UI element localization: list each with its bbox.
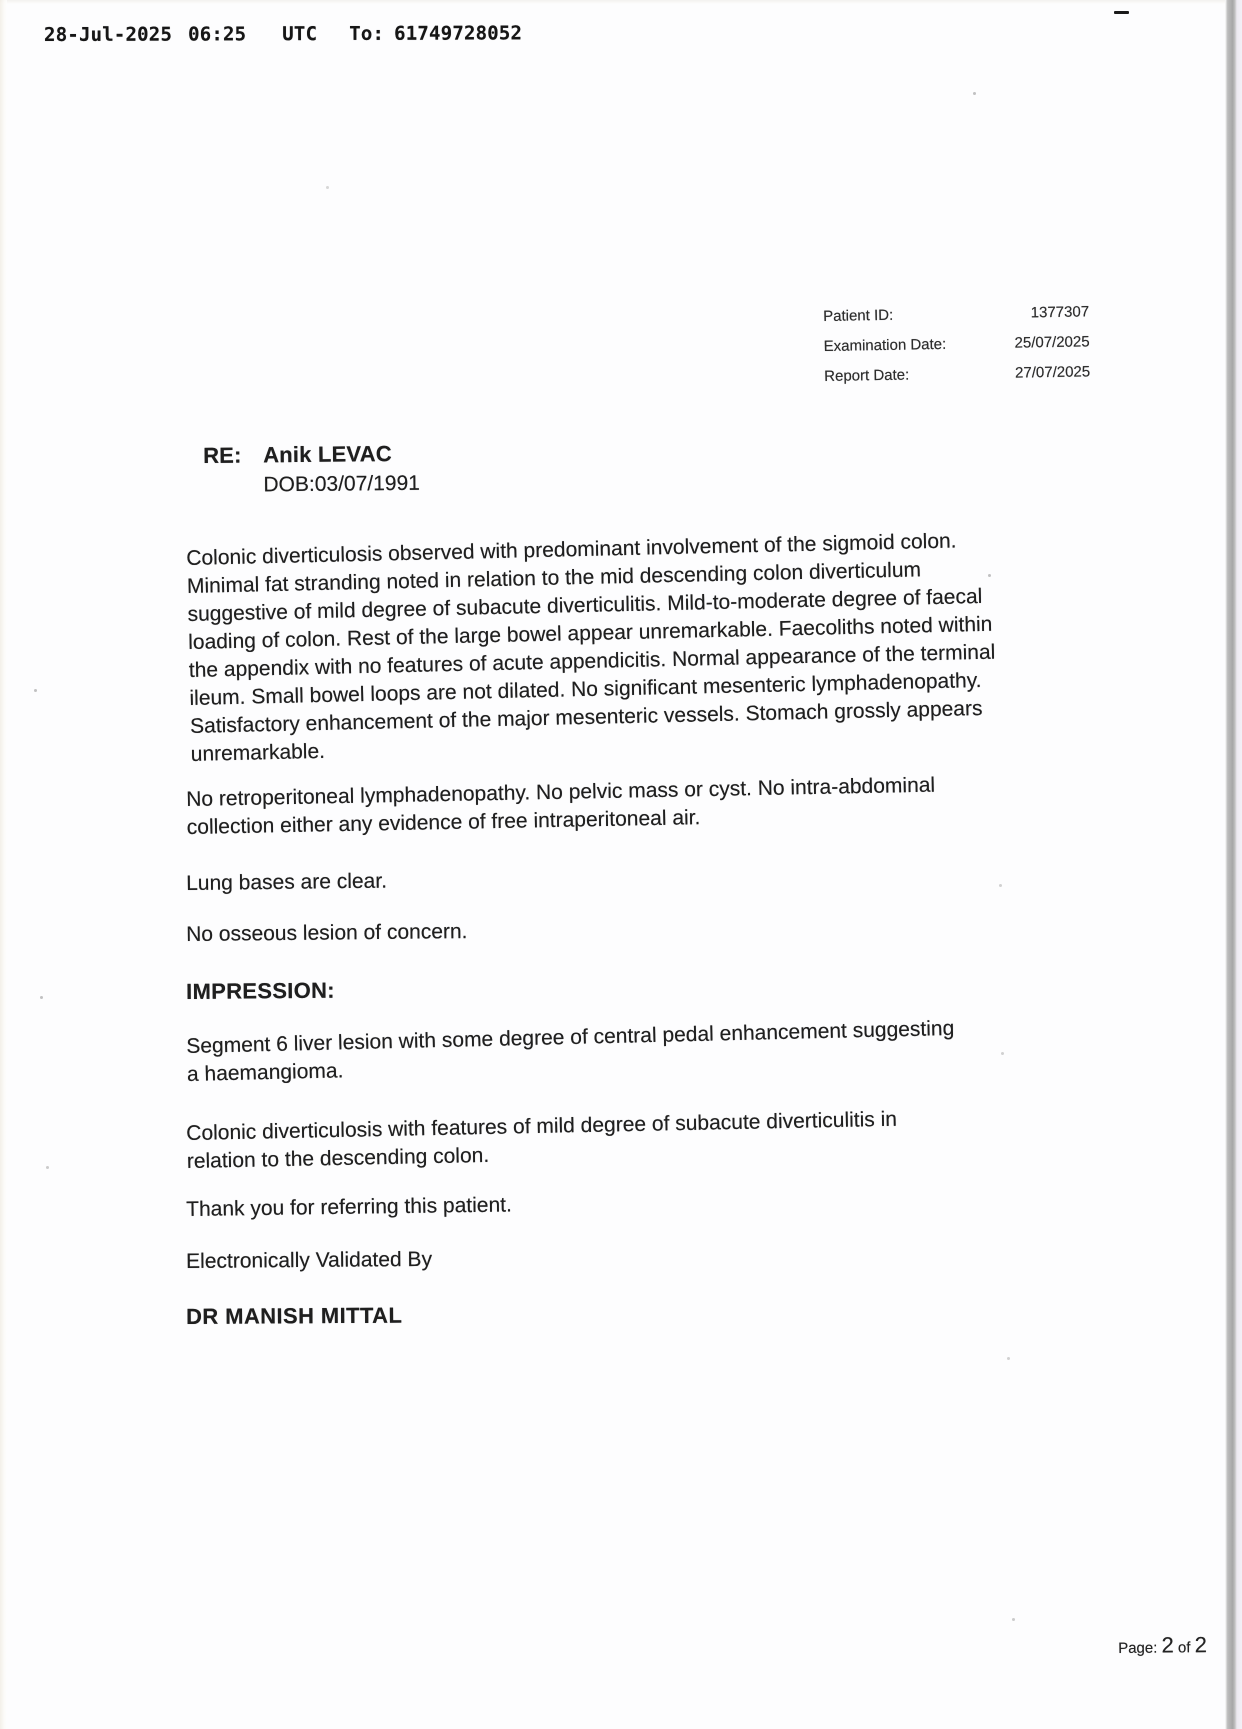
fax-time: 06:25 bbox=[188, 23, 247, 46]
lung-bases-line: Lung bases are clear. bbox=[186, 869, 388, 895]
scan-edge-top bbox=[0, 0, 1225, 4]
doctor-name: DR MANISH MITTAL bbox=[186, 1302, 403, 1329]
page-number: 2 bbox=[1161, 1632, 1174, 1658]
scan-speck bbox=[1001, 1052, 1004, 1055]
patient-id-value: 1377307 bbox=[1030, 303, 1090, 322]
report-date-row bbox=[824, 363, 1090, 385]
re-block bbox=[203, 441, 420, 498]
report-date-value: 27/07/2025 bbox=[1014, 363, 1091, 382]
scan-speck bbox=[999, 884, 1002, 887]
scan-speck bbox=[1007, 1357, 1010, 1360]
examination-date-row bbox=[824, 333, 1090, 355]
impression-item: Segment 6 liver lesion with some degree of central pedal enhancement suggesting a haemangioma. bbox=[186, 1016, 955, 1086]
closing-line: Thank you for referring this patient. bbox=[186, 1193, 512, 1221]
page-of-label: of bbox=[1177, 1639, 1191, 1657]
validation-line: Electronically Validated By bbox=[186, 1247, 433, 1273]
scan-speck bbox=[988, 574, 991, 577]
fax-header bbox=[44, 22, 522, 46]
examination-date-label: Examination Date: bbox=[823, 335, 947, 355]
fax-date: 28-Jul-2025 bbox=[44, 23, 173, 46]
fax-timezone: UTC bbox=[282, 23, 318, 46]
scan-edge-right bbox=[1225, 0, 1242, 1729]
page-label: Page: bbox=[1118, 1639, 1158, 1657]
page-total: 2 bbox=[1194, 1632, 1207, 1658]
patient-info-block bbox=[823, 303, 1091, 398]
impression-heading: IMPRESSION: bbox=[186, 977, 335, 1004]
findings-paragraph: No retroperitoneal lymphadenopathy. No pelvic mass or cyst. No intra-abdominal collection either any evidence of free intraperitoneal air. bbox=[186, 773, 936, 839]
scan-edge-left bbox=[0, 0, 7, 1729]
osseous-line: No osseous lesion of concern. bbox=[186, 920, 468, 946]
findings-paragraph: Colonic diverticulosis observed with predominant involvement of the sigmoid colon. Minimal fat stranding noted in relation to the mid descending colon diverticulum suggestive of mild degree of subacute diverticulitis. Mild-to-moderate degree of faecal loading of colon. Rest of the large bowel appear unremarkable. Faecoliths noted within the appendix with no features of acute appendicitis. Normal appearance of the terminal ileum. Small bowel loops are not dilated. No significant mesenteric lymphadenopathy. Satisfactory enhancement of the major mesenteric vessels. Stomach grossly appears unremarkable. bbox=[186, 529, 996, 766]
fax-to-label: To: bbox=[349, 22, 385, 45]
patient-name: Anik LEVAC bbox=[262, 441, 392, 468]
scan-speck bbox=[40, 996, 43, 999]
patient-id-label: Patient ID: bbox=[823, 306, 894, 325]
examination-date-value: 25/07/2025 bbox=[1014, 333, 1090, 352]
patient-dob: DOB:03/07/1991 bbox=[263, 471, 421, 497]
scan-speck bbox=[34, 689, 37, 692]
fax-to-number: 61749728052 bbox=[394, 22, 523, 45]
patient-id-row bbox=[823, 303, 1089, 325]
page-footer bbox=[1118, 1632, 1207, 1659]
scan-speck bbox=[1012, 1618, 1015, 1621]
corner-dash-mark bbox=[1114, 11, 1129, 14]
scan-speck bbox=[973, 92, 976, 95]
re-label: RE: bbox=[203, 442, 242, 468]
report-date-label: Report Date: bbox=[824, 366, 910, 385]
impression-item: Colonic diverticulosis with features of mild degree of subacute diverticulitis in relation to the descending colon. bbox=[186, 1107, 898, 1173]
scan-speck bbox=[326, 186, 329, 189]
scan-speck bbox=[46, 1166, 49, 1169]
